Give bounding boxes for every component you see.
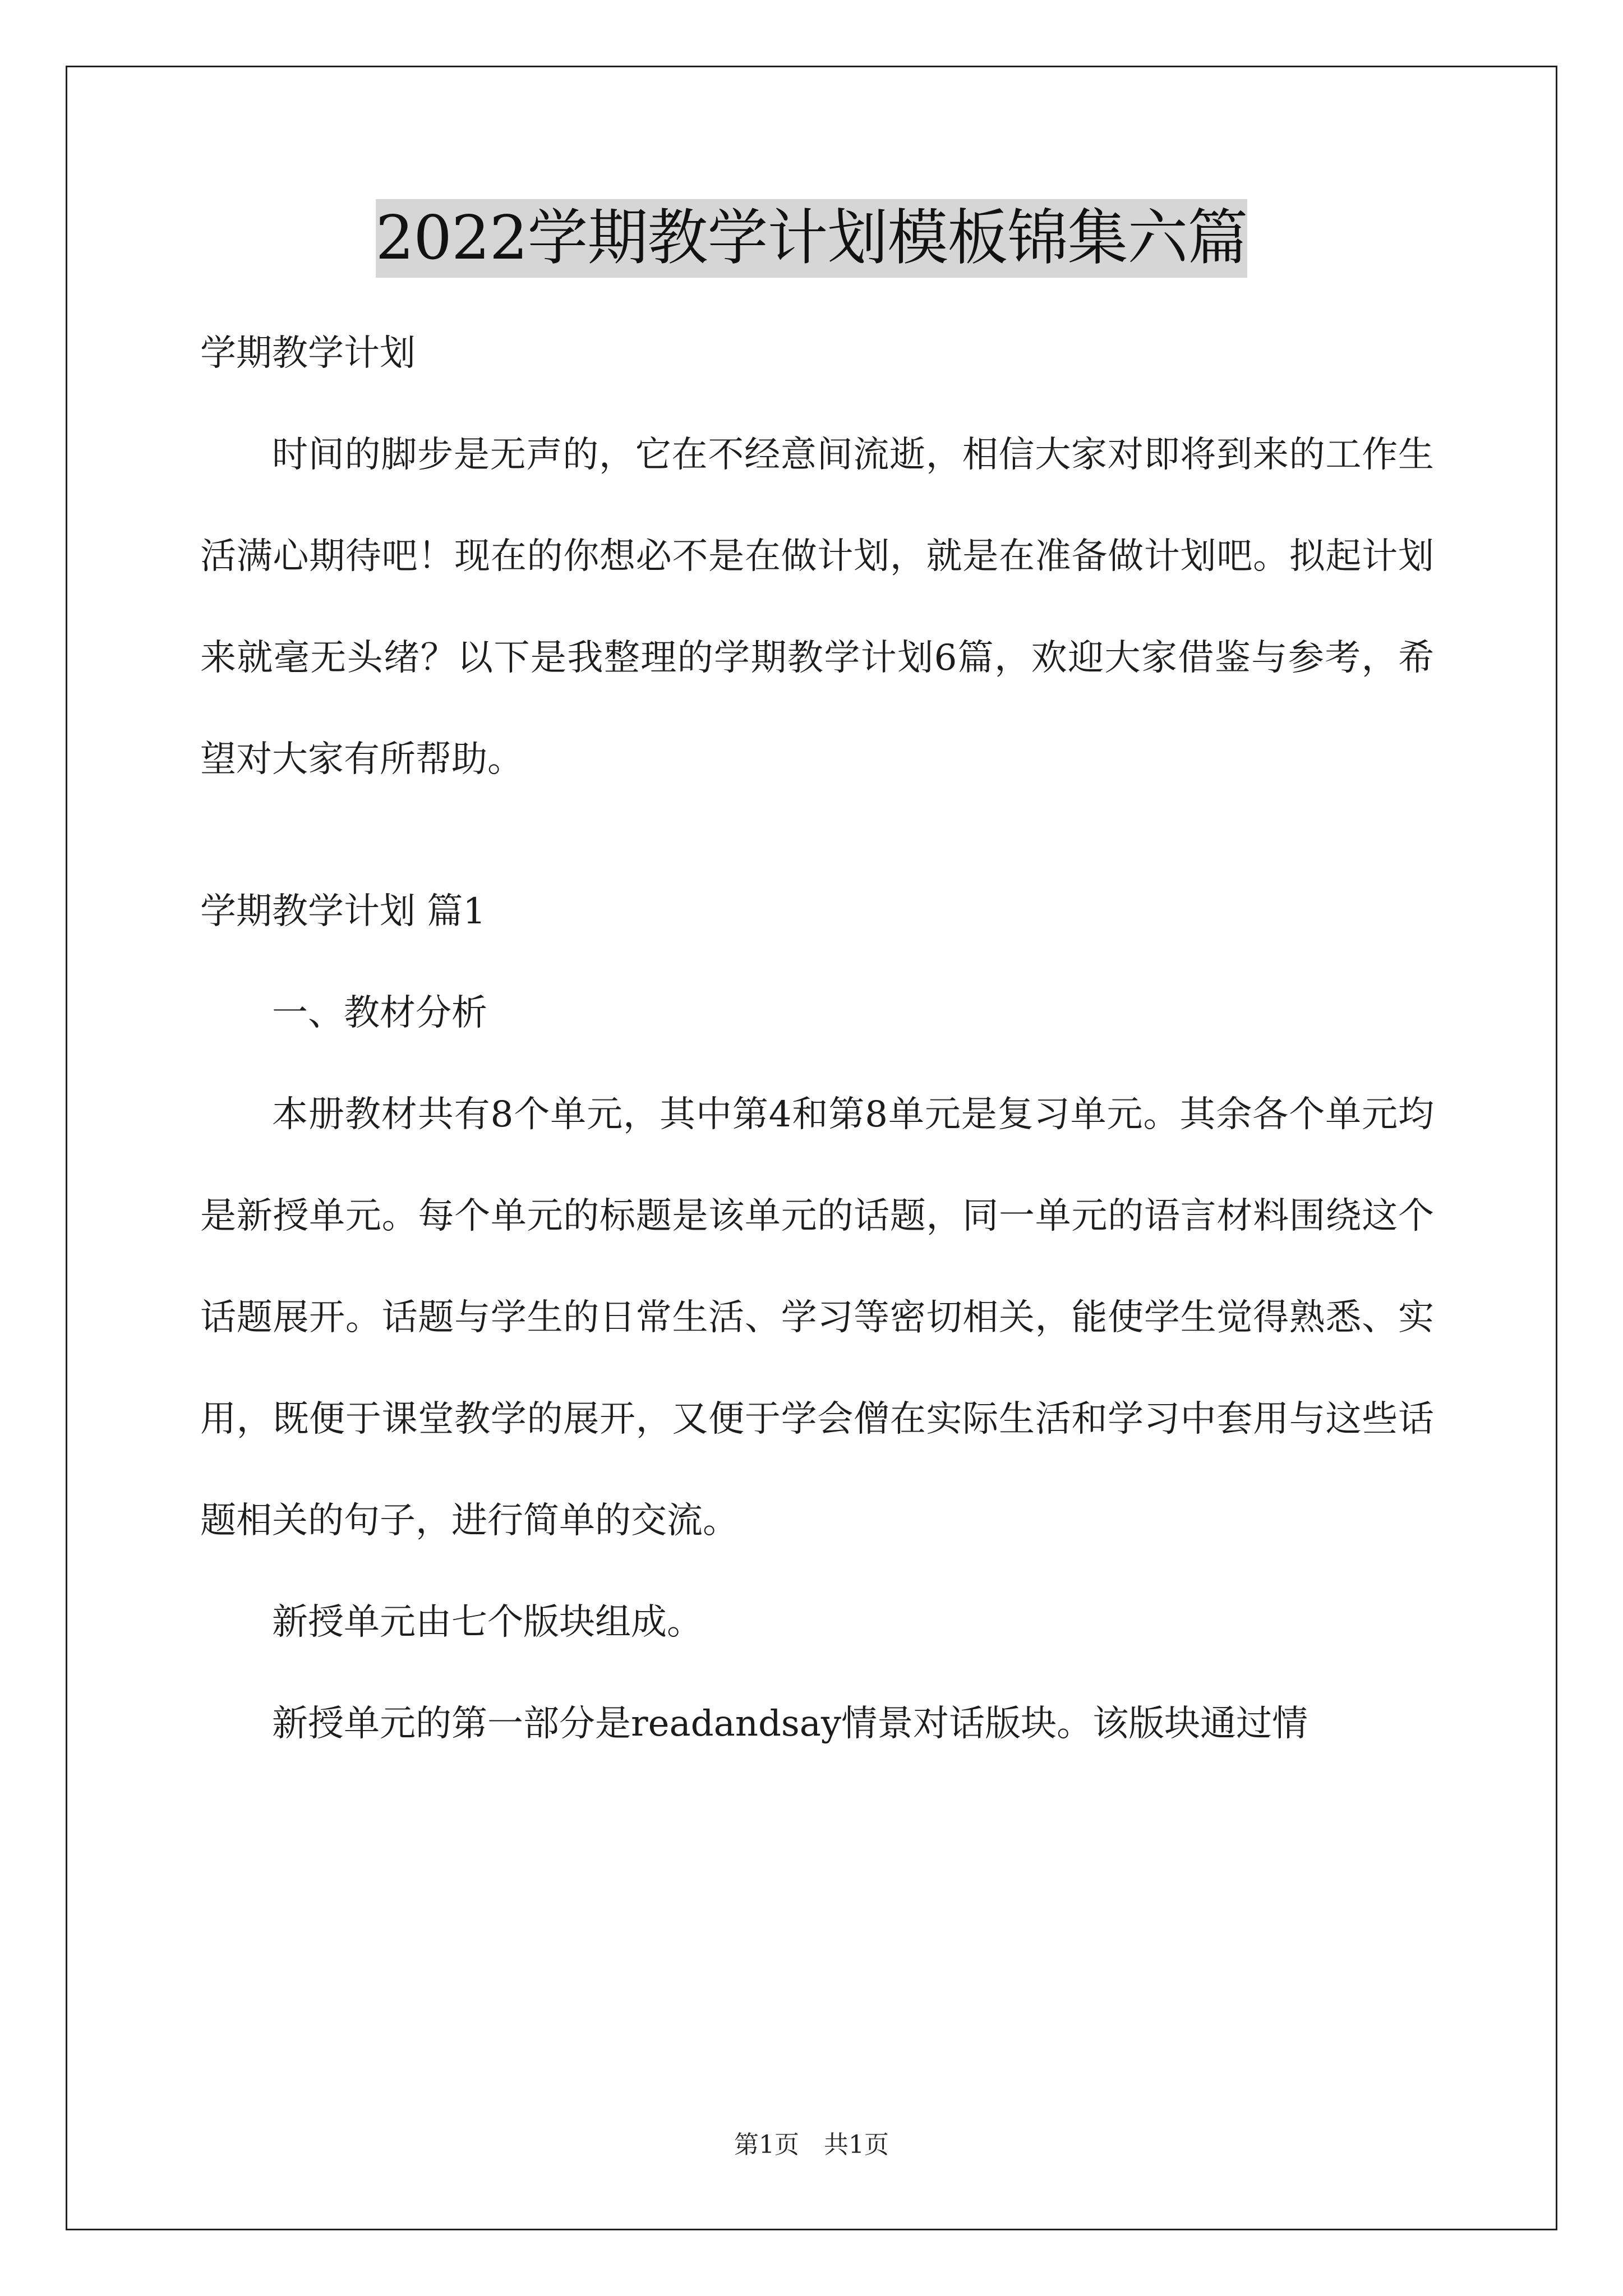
body-paragraph: 新授单元的第一部分是readandsay情景对话版块。该版块通过情 (272, 1703, 1308, 1745)
body-paragraph: 本册教材共有8个单元，其中第4和第8单元是复习单元。其余各个单元均是新授单元。每个单元的标题是该单元的话题，同一单元的语言材料围绕这个话题展开。话题与学生的日常生活、学习等密切相关，能使学生觉得熟悉、实用，既便于课堂教学的展开，又便于学会僧在实际生活和学习中套用与这些话题相关的句子，进行简单的交流。 (200, 1094, 1434, 1542)
section-heading: 学期教学计划 篇1 (200, 891, 486, 932)
page-number: 第1页 (734, 2131, 799, 2159)
section-spacer (200, 811, 1434, 861)
document-title: 2022学期教学计划模板锦集六篇 (376, 199, 1248, 278)
subheading-textbook-analysis: 一、教材分析 (272, 992, 487, 1034)
title-container (0, 199, 1623, 278)
intro-heading: 学期教学计划 (200, 333, 416, 374)
page-total: 共1页 (824, 2131, 889, 2159)
body-paragraph: 新授单元由七个版块组成。 (272, 1602, 703, 1643)
page-footer (0, 2124, 1623, 2160)
intro-paragraph: 时间的脚步是无声的，它在不经意间流逝，相信大家对即将到来的工作生活满心期待吧！现在的你想必不是在做计划，就是在准备做计划吧。拟起计划来就毫无头绪？以下是我整理的学期教学计划6篇，欢迎大家借鉴与参考，希望对大家有所帮助。 (200, 434, 1434, 780)
document-body (200, 303, 1434, 1775)
